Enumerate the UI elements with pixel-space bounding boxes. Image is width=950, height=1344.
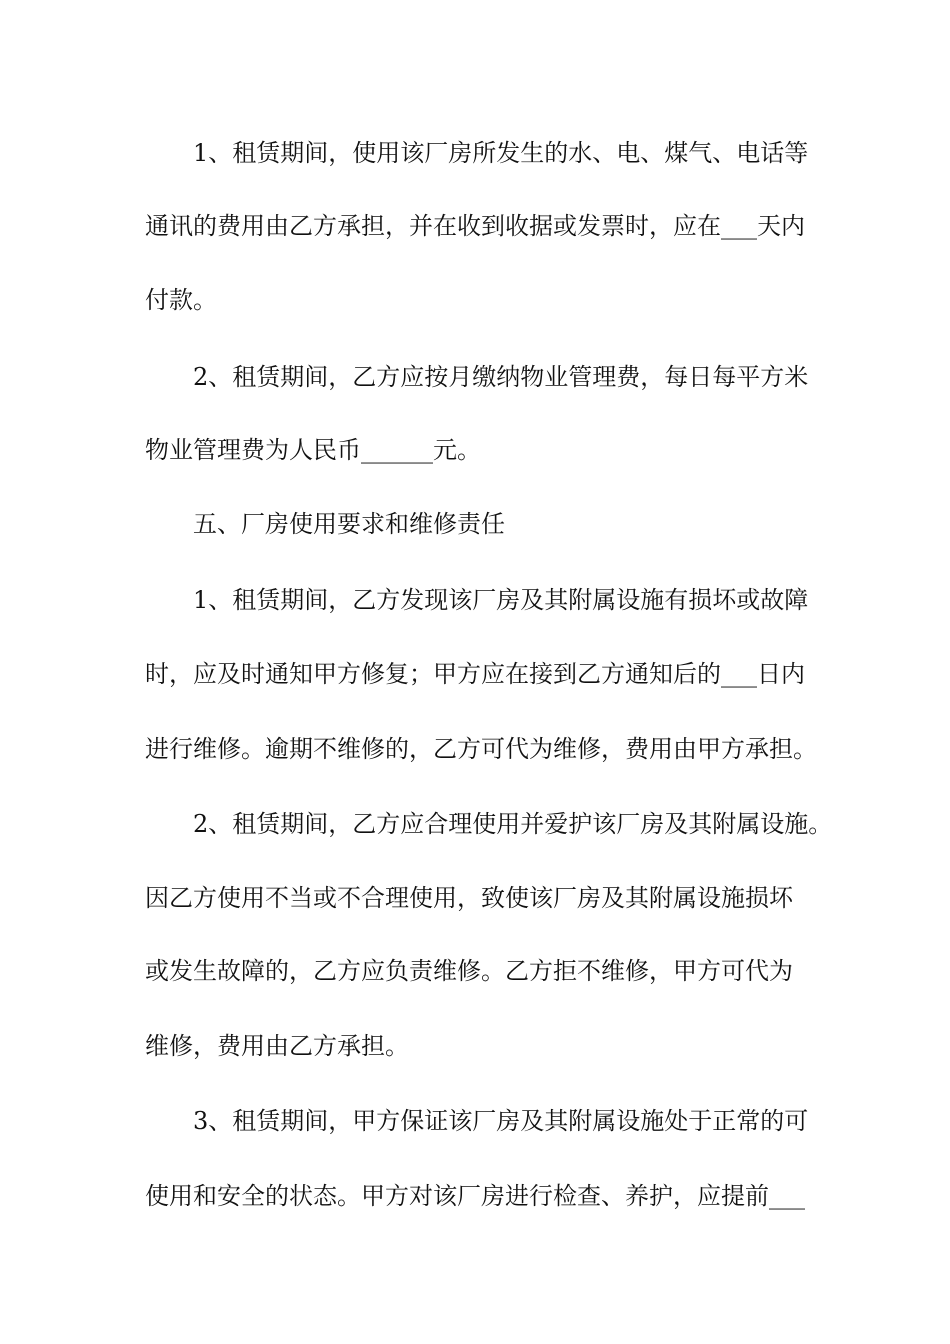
paragraph-repair-notice-line-2: 时，应及时通知甲方修复；甲方应在接到乙方通知后的___日内 [145, 660, 805, 688]
paragraph-safety-line-1: 3、租赁期间，甲方保证该厂房及其附属设施处于正常的可 [193, 1107, 809, 1135]
section-heading-maintenance: 五、厂房使用要求和维修责任 [193, 510, 505, 538]
paragraph-utilities-line-2: 通讯的费用由乙方承担，并在收到收据或发票时，应在___天内 [145, 212, 805, 240]
paragraph-safety-line-2: 使用和安全的状态。甲方对该厂房进行检查、养护，应提前___ [145, 1182, 805, 1210]
paragraph-proper-use-line-4: 维修，费用由乙方承担。 [145, 1032, 409, 1060]
paragraph-proper-use-line-1: 2、租赁期间，乙方应合理使用并爱护该厂房及其附属设施。 [193, 810, 833, 838]
paragraph-utilities-line-1: 1、租赁期间，使用该厂房所发生的水、电、煤气、电话等 [193, 139, 809, 167]
paragraph-repair-notice-line-1: 1、租赁期间，乙方发现该厂房及其附属设施有损坏或故障 [193, 586, 809, 614]
paragraph-property-fee-line-2: 物业管理费为人民币______元。 [145, 436, 481, 464]
paragraph-utilities-line-3: 付款。 [145, 286, 217, 314]
paragraph-repair-notice-line-3: 进行维修。逾期不维修的，乙方可代为维修，费用由甲方承担。 [145, 735, 817, 763]
paragraph-property-fee-line-1: 2、租赁期间，乙方应按月缴纳物业管理费，每日每平方米 [193, 363, 809, 391]
paragraph-proper-use-line-2: 因乙方使用不当或不合理使用，致使该厂房及其附属设施损坏 [145, 884, 793, 912]
paragraph-proper-use-line-3: 或发生故障的，乙方应负责维修。乙方拒不维修，甲方可代为 [145, 957, 793, 985]
